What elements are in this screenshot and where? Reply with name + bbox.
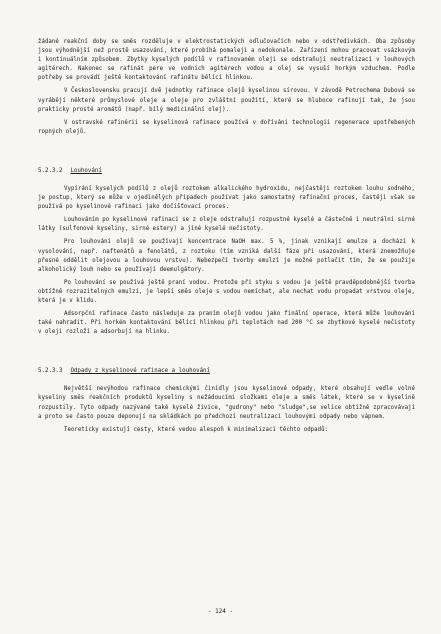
section-title: Odpady z kyselinové rafinace a louhování [70,368,211,375]
paragraph: Po louhování se používá ještě praní vodou. Protože při styku s vodou je ještě pravděpodobnější tvorba obtížně rozrazitelných emulzí, je lepší směs oleje s vodou nemíchat, ale nechat vodu propadat vrstvou oleje, která je v klidu. [38,279,415,304]
paragraph: Louhováním po kyselinové rafinaci se z oleje odstraňují rozpustné kyselé a částečně i neutrální sirné látky (sulfonové kyseliny, sirné estery) a jiné kyselé nečistoty. [38,217,415,233]
paragraph: Pro louhování olejů se používají koncentrace NaOH max. 5 %, jinak vznikají emulze a dochází k vysolování, např. naftenátů a fenolátů, z roztoku (tím vzniká další fáze při usazování, která znemožňuje přesné oddělit olejovou a louhovou vrstvu). Nebezpečí tvorby emulzí je možné potlačit tím, že se použije alkoholický louh nebo se používají deemulgátory. [38,239,415,273]
paragraph: Teoreticky existují cesty, které vedou alespoň k minimalizaci těchto odpadů: [64,426,329,433]
page-number: - 124 - [207,608,234,615]
paragraph: žádané reakční doby se směs rozděluje v elektrostatických odlučovačích nebo v odstředivkách. Oba způsoby jsou výhodnější než prostě usazování, které probíhá pomaleji a nedokonale. Zařízení mohou pracovat vsázkovým i kontinuálním způsobem. Zbytky kyselých podílů v rafinovaném oleji se odstraňují neutralizací v louhových agitérech. Nakonec se rafinát pere ve vodních agitérech vodou a olej se vysuší horkým vzduchem. Podle potřeby se provádí ještě kontaktování rafinátu bělící hlinkou. [38,39,415,82]
section-heading-louhovani [38,167,415,176]
paragraph: Vypírání kyselých podílů z olejů roztokem alkalického hydroxidu, nejčastěji roztokem louhu sodného, je postup, který se může v ojedinělých případech používat jako samostatný rafinační proces, častěji však se používá po kyselinové rafinaci jako dočišťovací proces. [38,185,415,211]
section-heading-odpady [38,367,415,376]
paragraph: Adsorpční rafinace často následuje za praním olejů vodou jako finální operace, která může louhování také nahradit. Při horkém kontaktování bělící hlinkou při teplotách nad 200 °C se zbytkové kyselé nečistoty v oleji rozloží a adsorbují na hlinku. [38,311,415,336]
section-number: 5.2.3.2 [38,167,63,174]
paragraph: Největší nevýhodou rafinace chemickými činidly jsou kyselinové odpady, které obsahují vedle volné kyseliny směs reakčních produktů kyseliny s nežádoucími složkami oleje a směs látek, které se v kyselině rozpustily. Tyto odpady nazývané také kyselé živice, "gudrony" nebo "sludge",se velice obtížně zpracovávají a proto se často pouze deponují na skládkách po předchozí neutralizaci louhovými odpady nebo vápnem. [38,386,415,420]
section-title: Louhování [70,167,102,174]
paragraph: V ostravské rafinérii se kyselinová rafinace používá v doříváni technologii regenerace upotřebených ropných olejů. [38,119,415,135]
section-number: 5.2.3.3 [38,368,63,375]
paragraph: V Československu pracují dvě jednotky rafinace olejů kyselinou sírovou. V závodě Petrochema Dubová se vyrábějí některé průmyslové oleje a oleje pro zvláštní použití, které se hlubocе rafinují tak, že jsou prakticky prosté aromátů (např. bílý medicinální olej). [38,88,415,113]
